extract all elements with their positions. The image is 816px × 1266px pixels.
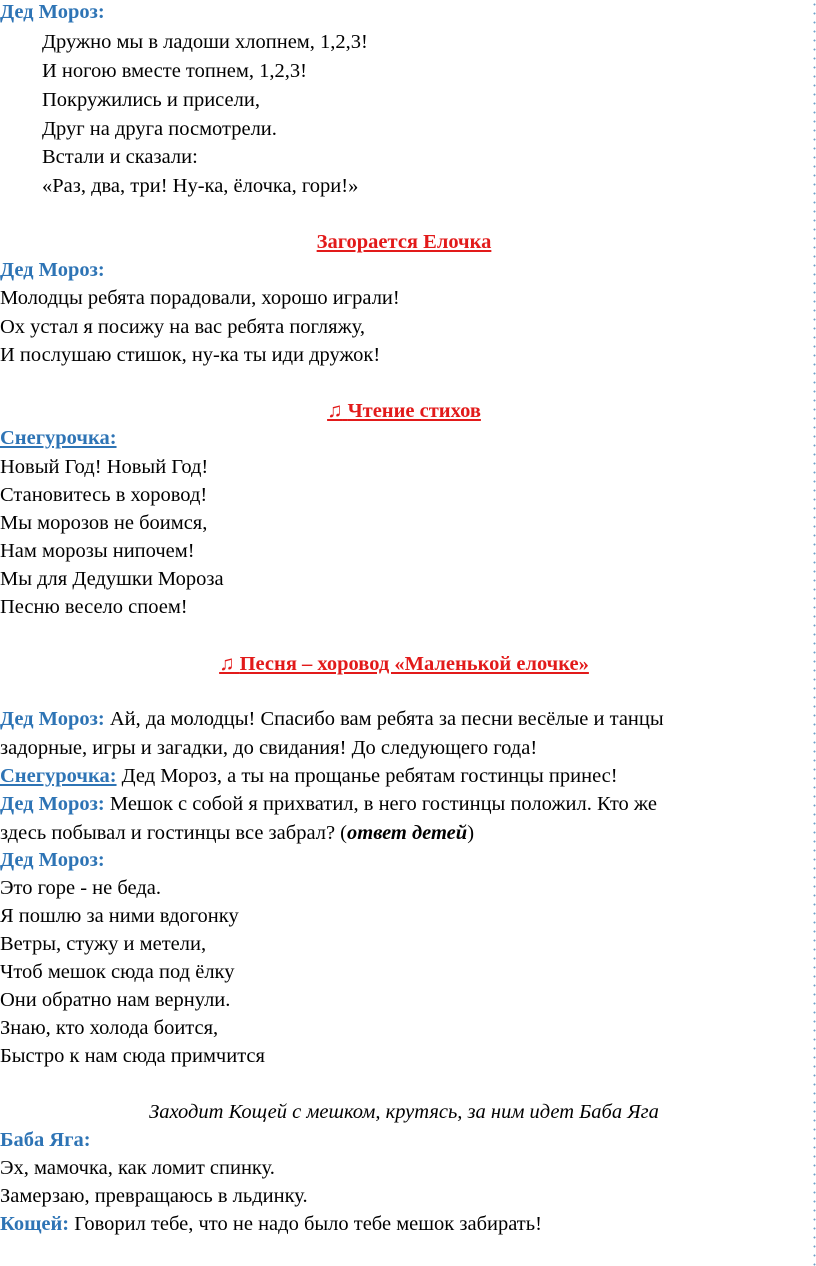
verse-line: И послушаю стишок, ну-ка ты иди дружок!: [0, 344, 381, 366]
speaker-label: Дед Мороз:: [0, 259, 105, 281]
dialog-text: здесь побывал и гостинцы все забрал? (: [0, 822, 347, 844]
dialog-line: [0, 790, 657, 818]
verse-line: Эх, мамочка, как ломит спинку.: [0, 1157, 275, 1179]
verse-line: Я пошлю за ними вдогонку: [0, 905, 239, 927]
speaker-label: Дед Мороз:: [0, 708, 105, 730]
dialog-line: задорные, игры и загадки, до свидания! До следующего года!: [0, 737, 538, 759]
verse-line: Быстро к нам сюда примчится: [0, 1045, 265, 1067]
stage-direction: Заходит Кощей с мешком, крутясь, за ним идет Баба Яга: [149, 1101, 659, 1123]
verse-line: Ветры, стужу и метели,: [0, 933, 207, 955]
dialog-text: Мешок с собой я прихватил, в него гостинцы положил. Кто же: [104, 793, 657, 815]
section-heading-text: Песня – хоровод «Маленькой елочке»: [239, 653, 589, 675]
speaker-label: Дед Мороз:: [0, 849, 105, 871]
music-note-icon: ♫: [327, 400, 343, 422]
verse-line: Они обратно нам вернули.: [0, 989, 231, 1011]
speaker-label: Снегурочка:: [0, 427, 117, 449]
dialog-text: Говорил тебе, что не надо было тебе мешок забирать!: [69, 1213, 542, 1235]
music-note-icon: ♫: [219, 653, 235, 675]
verse-line: Знаю, кто холода боится,: [0, 1017, 219, 1039]
verse-line: Покружились и присели,: [42, 89, 260, 111]
verse-line: Друг на друга посмотрели.: [42, 118, 277, 140]
section-heading: [0, 650, 808, 678]
verse-line: Замерзаю, превращаюсь в льдинку.: [0, 1185, 308, 1207]
verse-line: Встали и сказали:: [42, 146, 198, 168]
section-heading-text: Чтение стихов: [347, 400, 481, 422]
children-answer: ответ детей: [347, 822, 468, 844]
dialog-line: [0, 762, 618, 790]
section-heading: Загорается Елочка: [316, 231, 492, 253]
verse-line: Мы морозов не боимся,: [0, 512, 208, 534]
dialog-line: [0, 819, 474, 847]
speaker-label: Дед Мороз:: [0, 793, 105, 815]
verse-line: «Раз, два, три! Ну-ка, ёлочка, гори!»: [42, 175, 359, 197]
verse-line: Чтоб мешок сюда под ёлку: [0, 961, 235, 983]
verse-line: И ногою вместе топнем, 1,2,3!: [42, 60, 307, 82]
verse-line: Это горе - не беда.: [0, 877, 162, 899]
dialog-text: ): [467, 822, 475, 844]
verse-line: Новый Год! Новый Год!: [0, 456, 209, 478]
speaker-label: Баба Яга:: [0, 1129, 91, 1151]
speaker-label: Снегурочка:: [0, 765, 117, 787]
verse-line: Ох устал я посижу на вас ребята погляжу,: [0, 316, 366, 338]
verse-line: Молодцы ребята порадовали, хорошо играли!: [0, 287, 400, 309]
dialog-line: [0, 705, 664, 733]
verse-line: Становитесь в хоровод!: [0, 484, 208, 506]
dialog-line: [0, 1210, 542, 1238]
verse-line: Дружно мы в ладоши хлопнем, 1,2,3!: [42, 31, 368, 53]
dialog-text: Дед Мороз, а ты на прощанье ребятам гостинцы принес!: [116, 765, 618, 787]
verse-line: Мы для Дедушки Мороза: [0, 568, 224, 590]
dialog-text: Ай, да молодцы! Спасибо вам ребята за песни весёлые и танцы: [104, 708, 664, 730]
verse-line: Нам морозы нипочем!: [0, 540, 195, 562]
verse-line: Песню весело споем!: [0, 596, 188, 618]
speaker-label: Кощей:: [0, 1213, 70, 1235]
speaker-label: Дед Мороз:: [0, 1, 105, 23]
section-heading: [0, 397, 808, 425]
